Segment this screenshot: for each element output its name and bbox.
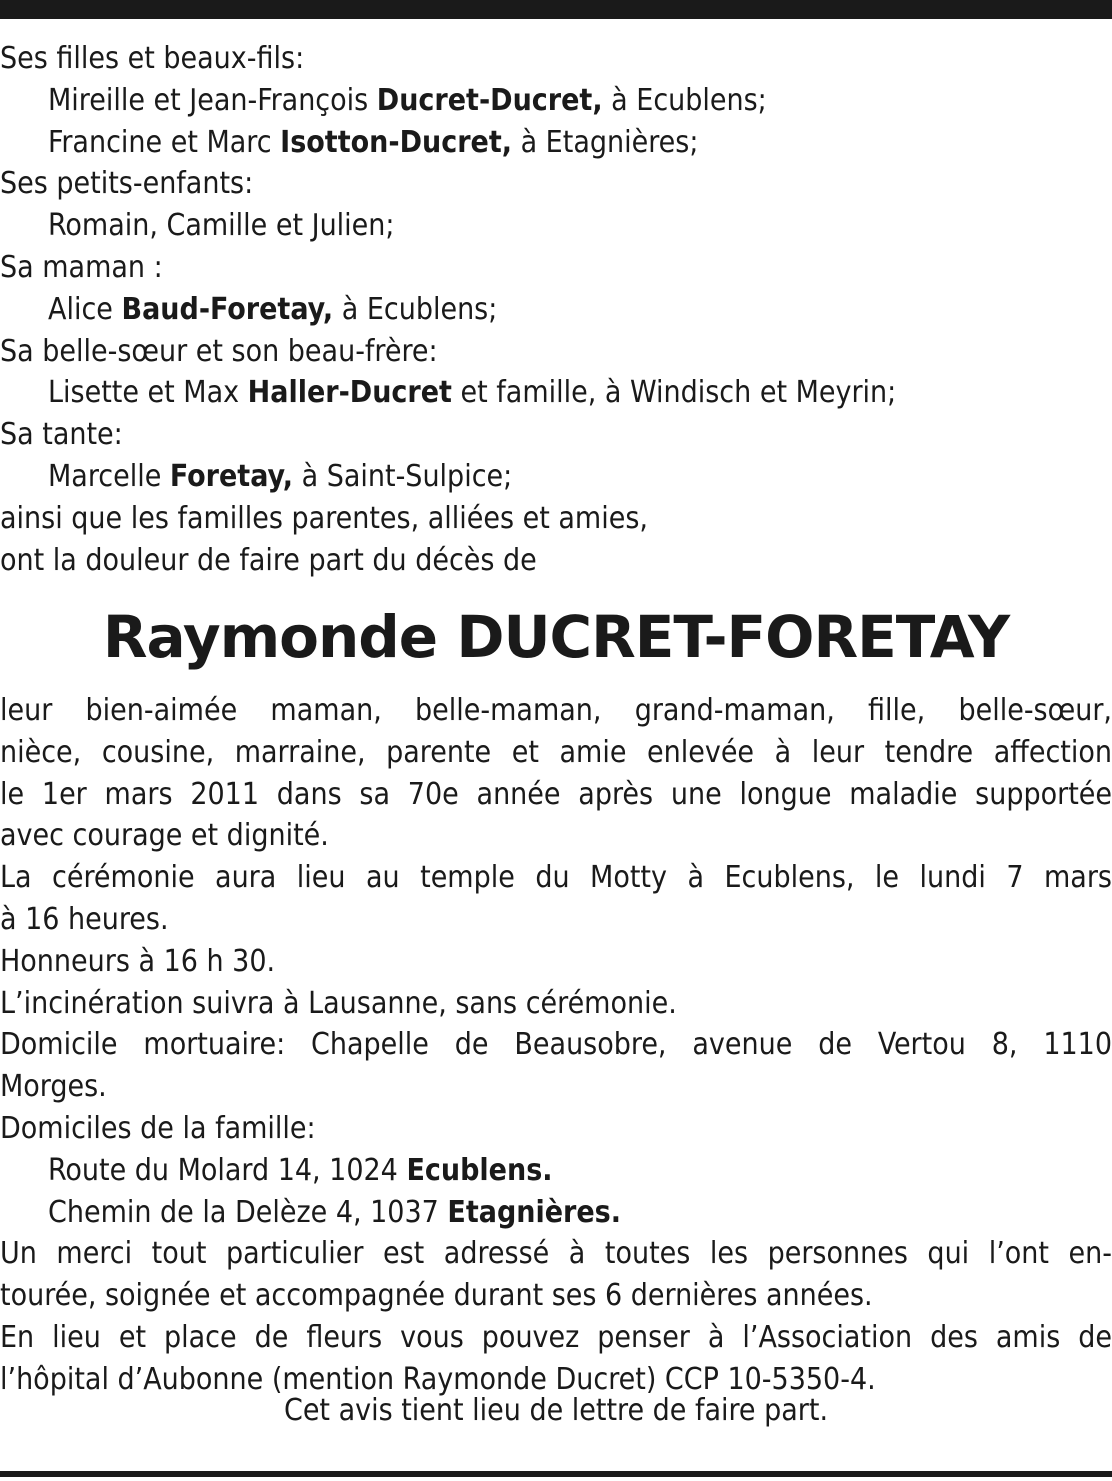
domicile-1-town: Ecublens. <box>406 1152 553 1188</box>
aunt-entry <box>0 456 1112 498</box>
description-line: avec courage et dignité. <box>0 818 329 854</box>
ceremony-line: La cérémonie aura lieu au temple du Motty à Ecublens, le lundi 7 mars <box>0 860 1112 896</box>
aunt-prefix: Marcelle <box>48 458 162 494</box>
mother-heading: Sa maman : <box>0 249 163 285</box>
domicile-2-town: Etagnières. <box>447 1194 621 1230</box>
daughter-1-surname: Ducret-Ducret, <box>376 82 603 118</box>
daughter-1-place: à Ecublens; <box>611 82 767 118</box>
daughter-2-surname: Isotton-Ducret, <box>280 124 512 160</box>
daughter-1-entry <box>0 80 1112 122</box>
domicile-1 <box>0 1150 1112 1192</box>
description-line: leur bien-aimée maman, belle-maman, grand-maman, fille, belle-sœur, <box>0 693 1112 728</box>
daughter-2-prefix: Francine et Marc <box>48 124 272 160</box>
domicile-1-address: Route du Molard 14, 1024 <box>48 1152 398 1188</box>
announcement-line: ont la douleur de faire part du décès de <box>0 542 537 578</box>
family-list <box>0 38 1112 581</box>
bottom-rule <box>0 1471 1112 1477</box>
inlaws-place: et famille, à Windisch et Meyrin; <box>460 375 897 411</box>
description-line: le 1er mars 2011 dans sa 70e année après une longue maladie supportée <box>0 776 1112 812</box>
grandchildren-heading: Ses petits-enfants: <box>0 166 254 202</box>
families-line: ainsi que les familles parentes, alliées et amies, <box>0 500 648 536</box>
domiciles-heading: Domiciles de la famille: <box>0 1110 316 1146</box>
notice-body <box>0 690 1112 1401</box>
aunt-heading: Sa tante: <box>0 417 123 453</box>
daughter-1-prefix: Mireille et Jean-François <box>48 82 369 118</box>
daughters-heading: Ses filles et beaux-fils: <box>0 41 305 76</box>
honours-line: Honneurs à 16 h 30. <box>0 943 276 979</box>
incineration-line: L’incinération suivra à Lausanne, sans cérémonie. <box>0 985 677 1021</box>
ceremony-line: à 16 heures. <box>0 901 169 937</box>
daughter-2-entry <box>0 122 1112 164</box>
inlaws-surname: Haller-Ducret <box>247 375 452 411</box>
mortuary-line: Morges. <box>0 1069 107 1105</box>
deceased-name: Raymonde DUCRET-FORETAY <box>102 603 1010 671</box>
aunt-place: à Saint-Sulpice; <box>301 458 513 494</box>
inlaws-heading: Sa belle-sœur et son beau-frère: <box>0 333 438 369</box>
daughter-2-place: à Etagnières; <box>520 124 699 160</box>
mother-surname: Baud-Foretay, <box>121 291 334 327</box>
mother-entry <box>0 289 1112 331</box>
mother-place: à Ecublens; <box>341 291 498 327</box>
thanks-line: tourée, soignée et accompagnée durant ses 6 dernières années. <box>0 1278 873 1314</box>
thanks-line: Un merci tout particulier est adressé à toutes les personnes qui l’ont en- <box>0 1236 1112 1272</box>
flowers-line: l’hôpital d’Aubonne (mention Raymonde Ducret) CCP 10-5350-4. <box>0 1361 876 1397</box>
grandchildren-names: Romain, Camille et Julien; <box>48 208 395 244</box>
mortuary-line: Domicile mortuaire: Chapelle de Beausobre, avenue de Vertou 8, 1110 <box>0 1027 1112 1063</box>
mother-prefix: Alice <box>48 291 113 327</box>
inlaws-entry <box>0 372 1112 414</box>
aunt-surname: Foretay, <box>169 458 294 494</box>
description-line: nièce, cousine, marraine, parente et amie enlevée à leur tendre affection <box>0 734 1112 770</box>
domicile-2 <box>0 1192 1112 1234</box>
inlaws-prefix: Lisette et Max <box>48 375 240 411</box>
closing-line: Cet avis tient lieu de lettre de faire part. <box>283 1393 829 1428</box>
flowers-line: En lieu et place de fleurs vous pouvez penser à l’Association des amis de <box>0 1319 1112 1355</box>
top-rule <box>0 0 1112 19</box>
domicile-2-address: Chemin de la Delèze 4, 1037 <box>48 1194 439 1230</box>
